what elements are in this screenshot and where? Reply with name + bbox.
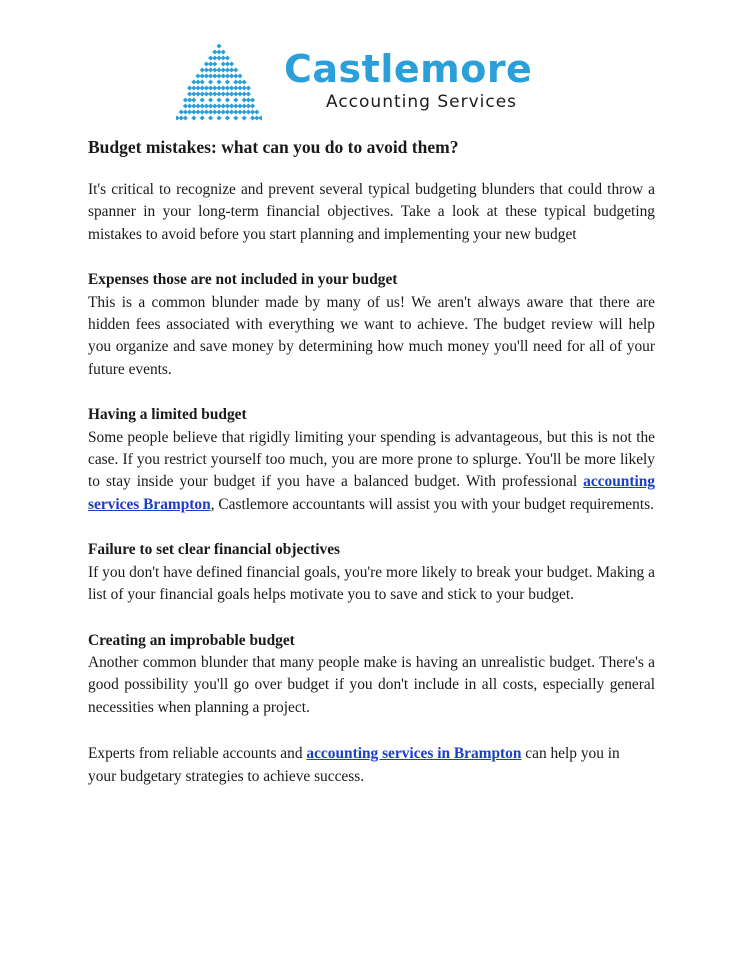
section-limited-budget <box>88 404 655 516</box>
brand-logo <box>176 40 576 124</box>
intro-paragraph: It's critical to recognize and prevent several typical budgeting blunders that could throw a spanner in your long-term financial objectives. Take a look at these typical budgeting mistakes to avoid before you start planning and implementing your new budget <box>88 181 655 243</box>
logo-dot <box>233 115 238 120</box>
section-body-text: Some people believe that rigidly limiting your spending is advantageous, but this is not the case. If you restrict yourself too much, you are more prone to splurge. You'll be more likely to stay inside your budget if you have a balanced budget. With professional <box>88 428 655 491</box>
logo-dot <box>233 97 238 102</box>
accounting-services-in-brampton-link[interactable]: accounting services in Brampton <box>306 745 522 763</box>
logo-dot <box>200 115 205 120</box>
logo-dot <box>242 79 247 84</box>
logo-dot <box>242 115 247 120</box>
logo-dot <box>229 61 234 66</box>
article <box>88 135 655 788</box>
logo-dot <box>191 97 196 102</box>
closing-text: can help you in your budgetary strategies to achieve success. <box>88 745 620 785</box>
logo-dot <box>216 97 221 102</box>
logo-dot <box>208 79 213 84</box>
logo-dot <box>254 109 259 114</box>
logo-dot <box>225 97 230 102</box>
logo-dot <box>183 115 188 120</box>
logo-dot <box>200 79 205 84</box>
logo-dot <box>250 97 255 102</box>
logo-dot <box>212 61 217 66</box>
logo-dot <box>221 49 226 54</box>
section-body: Another common blunder that many people make is having an unrealistic budget. There's a good possibility you'll go over budget if you don't include in all costs, especially general necessities when planning a project. <box>88 653 655 716</box>
logo-dot <box>191 115 196 120</box>
closing-paragraph <box>88 743 633 788</box>
section-body: If you don't have defined financial goals, you're more likely to break your budget. Making a list of your financial goals helps motivate you to save and stick to your budget. <box>88 563 655 604</box>
section-heading: Creating an improbable budget <box>88 631 295 649</box>
section-heading: Failure to set clear financial objectives <box>88 541 341 559</box>
accounting-services-brampton-link[interactable]: accounting services Brampton <box>88 473 655 513</box>
logo-dot <box>237 73 242 78</box>
castlemore-logo-icon <box>176 42 262 122</box>
logo-dot <box>200 97 205 102</box>
logo-dot <box>225 115 230 120</box>
brand-name: Castlemore <box>284 47 533 91</box>
logo-dot <box>250 103 255 108</box>
section-heading: Expenses those are not included in your budget <box>88 271 398 289</box>
section-body: This is a common blunder made by many of us! We aren't always aware that there are hidden fees associated with everything we want to achieve. The budget review will help you organize and save money by determining how much money you'll need for all of your future events. <box>88 293 655 378</box>
closing-text: Experts from reliable accounts and <box>88 745 307 763</box>
logo-dot <box>246 85 251 90</box>
logo-dot <box>208 97 213 102</box>
logo-dot <box>233 67 238 72</box>
logo-dot <box>216 43 221 48</box>
article-title: Budget mistakes: what can you do to avoid them? <box>88 137 459 157</box>
section-financial-objectives <box>88 539 655 606</box>
section-body-text: , Castlemore accountants will assist you with your budget requirements. <box>210 495 654 513</box>
logo-dot <box>216 115 221 120</box>
logo-dot <box>208 115 213 120</box>
section-body <box>88 427 655 517</box>
logo-dot <box>225 55 230 60</box>
brand-subtitle: Accounting Services <box>326 92 518 112</box>
section-heading: Having a limited budget <box>88 406 247 424</box>
section-improbable-budget <box>88 630 655 720</box>
logo-dot <box>216 79 221 84</box>
logo-dot <box>258 115 262 120</box>
section-hidden-expenses <box>88 269 655 381</box>
logo-dot <box>225 79 230 84</box>
logo-dot <box>246 91 251 96</box>
